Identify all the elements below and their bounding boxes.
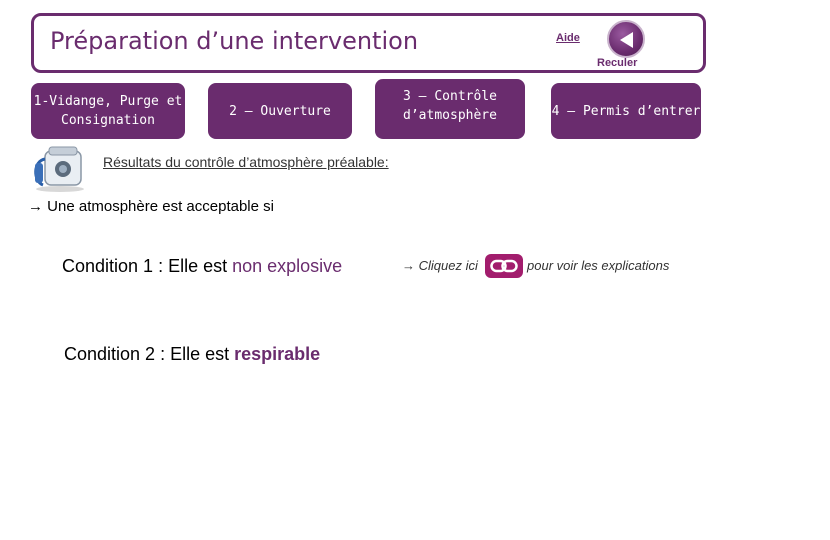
page-title: Préparation d’une intervention [50, 27, 419, 55]
intro-label: Une atmosphère est acceptable si [47, 198, 274, 215]
intro-text [28, 198, 274, 215]
condition-1-prefix: Condition 1 : Elle est [62, 256, 233, 276]
step-pager: 4/9 [820, 211, 830, 218]
condition-2-prefix: Condition 2 : Elle est [64, 344, 235, 364]
hint-suffix: pour voir les explications [527, 258, 670, 273]
results-heading: Résultats du contrôle d’atmosphère préalable: [103, 154, 389, 170]
step-3-label: 3 – Contrôle d’atmosphère [403, 89, 497, 123]
header-bar [31, 13, 706, 73]
step-2-label: 2 – Ouverture [229, 103, 331, 119]
hint-prefix-label: Cliquez ici [418, 258, 478, 273]
explanations-link-button[interactable] [485, 254, 523, 278]
condition-1-highlight: non explosive [232, 256, 343, 276]
link-icon [490, 258, 518, 274]
step-4-label: 4 – Permis d’entrer [551, 103, 701, 119]
condition-1 [62, 256, 342, 277]
hint-arrow-icon: → [402, 258, 415, 273]
arrow-icon: → [28, 198, 43, 215]
help-link[interactable]: Aide [556, 32, 580, 44]
back-button[interactable] [607, 20, 645, 58]
step-4-button[interactable] [551, 83, 701, 139]
back-arrow-icon [616, 29, 638, 51]
step-1-button[interactable] [31, 83, 185, 139]
condition-2 [64, 344, 320, 365]
condition-2-highlight: respirable [234, 344, 321, 364]
step-2-button[interactable] [208, 83, 352, 139]
back-label: Reculer [597, 57, 638, 69]
gas-detector-icon [31, 145, 89, 193]
step-1-label: 1-Vidange, Purge et Consignation [33, 94, 183, 128]
hint-prefix [402, 258, 478, 273]
